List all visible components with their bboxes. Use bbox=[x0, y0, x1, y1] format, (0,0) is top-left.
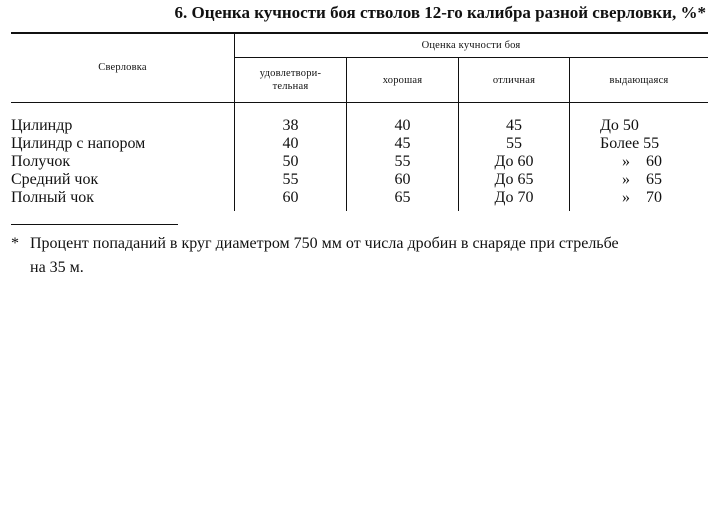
column-header-line1: выдающаяся bbox=[609, 75, 669, 86]
group-header-rule bbox=[234, 57, 708, 58]
cell-satisfactory: 38 bbox=[282, 117, 299, 134]
row-name: Полный чок bbox=[11, 189, 95, 206]
cell-outstanding: » 60 bbox=[622, 153, 662, 170]
footnote-marker: * bbox=[11, 235, 19, 252]
column-header-line1: отличная bbox=[492, 75, 536, 86]
footnote-text-1: Процент попаданий в круг диаметром 750 мм от числа дробин в снаряде при стрельбе bbox=[30, 235, 619, 252]
cell-good: 45 bbox=[394, 135, 411, 152]
cell-good: 55 bbox=[394, 153, 411, 170]
cell-satisfactory: 60 bbox=[282, 189, 299, 206]
header-bottom-rule bbox=[11, 102, 708, 103]
cell-outstanding: » 65 bbox=[622, 171, 662, 188]
cell-outstanding: До 50 bbox=[600, 117, 639, 134]
cell-outstanding: » 70 bbox=[622, 189, 662, 206]
cell-outstanding: Более 55 bbox=[600, 135, 660, 152]
footnote-separator bbox=[11, 224, 178, 225]
cell-satisfactory: 50 bbox=[282, 153, 299, 170]
footnote-line-1 bbox=[11, 232, 619, 256]
cell-satisfactory: 40 bbox=[282, 135, 299, 152]
cell-excellent: До 60 bbox=[494, 153, 534, 170]
cell-excellent: 45 bbox=[506, 117, 522, 134]
footnote-text-2: на 35 м. bbox=[30, 259, 84, 276]
cell-satisfactory: 55 bbox=[282, 171, 299, 188]
row-name: Получок bbox=[11, 153, 71, 170]
column-header-line1: хорошая bbox=[382, 75, 423, 86]
cell-excellent: До 70 bbox=[494, 189, 534, 206]
cell-excellent: 55 bbox=[506, 135, 522, 152]
cell-good: 60 bbox=[394, 171, 411, 188]
table-title: 6. Оценка кучности боя стволов 12-го калибра разной сверловки, %* bbox=[174, 3, 706, 22]
cell-good: 65 bbox=[394, 189, 411, 206]
column-header-line1: удовлетвори- bbox=[259, 68, 322, 79]
row-name: Цилиндр bbox=[11, 117, 73, 134]
row-name: Цилиндр с напором bbox=[11, 135, 146, 152]
footnote bbox=[11, 232, 619, 280]
column-header-line2: тельная bbox=[272, 81, 309, 92]
group-header: Оценка кучности боя bbox=[421, 40, 521, 51]
row-name: Средний чок bbox=[11, 171, 99, 188]
cell-excellent: До 65 bbox=[494, 171, 534, 188]
drilling-header: Сверловка bbox=[98, 62, 147, 73]
cell-good: 40 bbox=[394, 117, 411, 134]
table-top-rule bbox=[11, 32, 708, 34]
